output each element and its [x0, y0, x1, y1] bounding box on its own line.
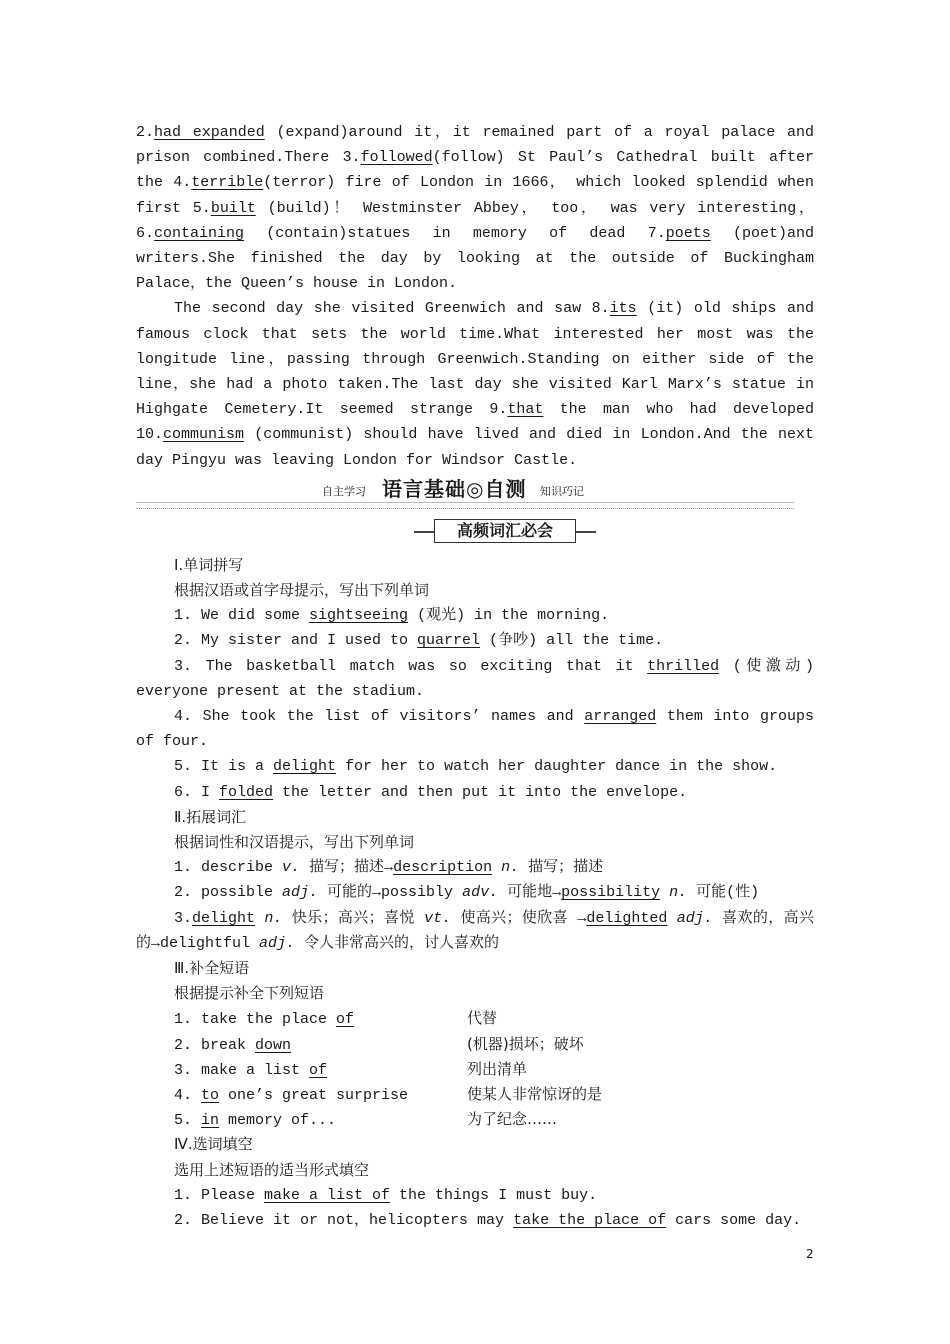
answer-blank: delight [192, 909, 256, 927]
passage-paragraph-1 [136, 120, 814, 296]
phrase-row [136, 1006, 814, 1031]
text-segment: 1. take the place [174, 1011, 337, 1029]
part-of-speech: adj. [259, 934, 296, 952]
phrase-row [136, 1057, 814, 1082]
text-segment: (contain)statues in memory of dead 7. [244, 224, 666, 242]
part-1 [136, 553, 814, 805]
exercise-item [136, 704, 814, 754]
phrase-english [174, 1058, 467, 1082]
phrase-chinese: 为了纪念…… [467, 1110, 558, 1129]
text-segment [667, 910, 676, 927]
exercise-item [136, 880, 814, 905]
exercise-item [136, 654, 814, 704]
part-instruction: 选用上述短语的适当形式填空 [174, 1160, 370, 1179]
text-segment: 1. We did some [174, 607, 310, 625]
text-segment: 2. My sister and I used to [174, 632, 418, 650]
answer-blank: of [336, 1011, 355, 1029]
banner-divider [136, 502, 794, 509]
exercise-item [136, 780, 814, 805]
text-segment: The second day she visited Greenwich and saw 8. [174, 300, 610, 318]
part-of-speech: n. [669, 884, 688, 902]
heading-rule-left [414, 531, 434, 533]
text-segment: 使高兴；使欣喜 → [451, 909, 587, 927]
answer-blank: built [210, 199, 256, 217]
part-3 [136, 956, 814, 1132]
answer-blank: terrible [191, 174, 264, 192]
answer-blank: delight [273, 758, 337, 776]
exercise-item [136, 906, 814, 956]
part-of-speech: adj. [676, 909, 713, 927]
part-heading: Ⅲ.补全短语 [174, 959, 250, 978]
text-segment: (it) old ships and famous clock that sets the world time.What interested her most was the longitude line，passing through Greenwich.Standing on either side of the line，she had a photo taken.The last day she visited Karl Marx’s statue in Highgate Cemetery.It seemed strange 9. [136, 300, 814, 419]
exercise-item [136, 1208, 814, 1233]
text-segment: for her to watch her daughter dance in the show. [336, 758, 778, 776]
text-segment: 3. make a list [174, 1061, 310, 1079]
text-segment: (build)！ Westminster Abbey， too， was very interesting， 6. [136, 199, 815, 242]
exercise-item [136, 855, 814, 880]
answer-blank: that [507, 401, 544, 419]
phrase-chinese: (机器)损坏；破坏 [467, 1034, 584, 1053]
answer-blank: poets [665, 224, 711, 242]
text-segment: (使激动) everyone present at the stadium. [136, 657, 814, 700]
passage-paragraph-2 [136, 296, 814, 472]
text-segment: 3. The basketball match was so exciting that it [174, 657, 648, 675]
text-segment: (poet)and writers.She finished the day by looking at the outside of Buckingham Palace，the Queen’s house in London. [136, 224, 815, 293]
part-2 [136, 805, 814, 956]
part-instruction: 根据词性和汉语提示，写出下列单词 [174, 833, 415, 852]
phrase-english [174, 1033, 467, 1057]
answer-blank: delighted [586, 909, 668, 927]
answer-blank: down [255, 1036, 292, 1054]
answer-blank: had expanded [154, 124, 265, 141]
text-segment: 4. She took the list of visitors’ names and [174, 708, 585, 726]
exercise-item [136, 754, 814, 779]
text-segment [492, 859, 501, 876]
text-segment: the things I must buy. [390, 1186, 598, 1204]
banner-right-label: 知识巧记 [540, 484, 584, 498]
part-of-speech: vt. [424, 909, 452, 927]
answer-blank: sightseeing [309, 607, 409, 625]
phrase-row [136, 1032, 814, 1057]
section-heading [136, 517, 814, 553]
text-segment: 2. possible [174, 884, 283, 902]
text-segment: 1. Please [174, 1186, 265, 1204]
part-of-speech: v. [282, 859, 301, 877]
text-segment: 令人非常高兴的，讨人喜欢的 [295, 934, 500, 952]
text-segment: 3. [174, 909, 193, 927]
text-segment: cars some day. [666, 1211, 802, 1229]
text-segment [660, 884, 669, 901]
text-segment: 5. It is a [174, 758, 274, 776]
answer-blank: description [393, 859, 493, 877]
part-of-speech: adj. [282, 884, 319, 902]
text-segment: 可能(性) [687, 884, 760, 902]
answer-blank: quarrel [417, 632, 481, 650]
text-segment: 2. Believe it or not，helicopters may [174, 1211, 514, 1229]
part-instruction: 根据提示补全下列短语 [174, 984, 325, 1003]
phrase-chinese: 使某人非常惊讶的是 [467, 1084, 603, 1103]
page-number: 2 [806, 1247, 814, 1261]
part-of-speech: adv. [462, 884, 499, 902]
phrase-english [174, 1108, 467, 1132]
text-segment: one’s great surprise [219, 1086, 409, 1104]
text-segment: (communist) should have lived and died in London.And the next day Pingyu was leaving London for Windsor Castle. [136, 426, 814, 469]
text-segment: 描写；描述→ [300, 859, 394, 877]
text-segment: 喜欢的，高兴的→delightful [136, 909, 814, 952]
answer-blank: followed [360, 149, 433, 167]
text-segment: 描写；描述 [519, 859, 604, 877]
text-segment: them into groups of four. [136, 708, 814, 751]
answer-blank: of [309, 1061, 328, 1079]
phrase-row [136, 1107, 814, 1132]
heading-rule-right [576, 531, 596, 533]
banner-title: 语言基础◎自测 [382, 476, 527, 501]
phrase-chinese: 代替 [467, 1009, 498, 1028]
text-segment: 2. [136, 124, 155, 141]
section-title: 高频词汇必会 [434, 519, 576, 543]
exercise-item [136, 603, 814, 628]
phrase-chinese: 列出清单 [467, 1059, 528, 1078]
part-heading: Ⅰ.单词拼写 [174, 555, 244, 574]
section-banner [136, 476, 814, 517]
text-segment: the man who had developed 10. [136, 401, 814, 444]
text-segment: the letter and then put it into the envelope. [273, 783, 688, 801]
text-segment: 可能地→ [498, 884, 562, 902]
answer-blank: to [201, 1086, 220, 1104]
text-segment: memory of... [219, 1112, 337, 1130]
part-heading: Ⅱ.拓展词汇 [174, 807, 247, 826]
answer-blank: communism [163, 426, 245, 444]
answer-blank: possibility [561, 884, 661, 902]
phrase-english [174, 1007, 467, 1031]
part-instruction: 根据汉语或首字母提示，写出下列单词 [174, 581, 430, 600]
answer-blank: take the place of [513, 1211, 667, 1229]
answer-blank: arranged [584, 708, 657, 726]
part-of-speech: n. [501, 859, 520, 877]
text-segment: 4. [174, 1086, 202, 1104]
document-page [136, 120, 814, 1233]
text-segment: 2. break [174, 1036, 256, 1054]
answer-blank: folded [219, 783, 274, 801]
answer-blank: make a list of [264, 1186, 391, 1204]
text-segment: (follow) St Paul’s Cathedral built after the 4. [136, 149, 814, 192]
exercise-item [136, 1183, 814, 1208]
banner-left-label: 自主学习 [322, 484, 366, 498]
part-of-speech: n. [264, 909, 283, 927]
part-4 [136, 1132, 814, 1233]
part-heading: Ⅳ.选词填空 [174, 1135, 253, 1154]
text-segment: (expand)around it，it remained part of a royal palace and prison combined.There 3. [136, 124, 814, 167]
exercise-item [136, 628, 814, 653]
phrase-row [136, 1082, 814, 1107]
text-segment [255, 910, 264, 927]
text-segment: 6. I [174, 783, 220, 801]
answer-blank: thrilled [647, 657, 720, 675]
text-segment: 5. [174, 1112, 202, 1130]
text-segment: (terror) fire of London in 1666， which looked splendid when first 5. [136, 174, 814, 217]
answer-blank: containing [154, 224, 245, 242]
text-segment: 快乐；高兴；喜悦 [282, 909, 425, 927]
text-segment: 可能的→possibly [318, 884, 463, 902]
text-segment: 1. describe [174, 859, 283, 877]
text-segment: (观光) in the morning. [408, 607, 610, 625]
text-segment: (争吵) all the time. [480, 632, 664, 650]
phrase-english [174, 1083, 467, 1107]
answer-blank: in [201, 1112, 220, 1130]
answer-blank: its [609, 300, 637, 318]
